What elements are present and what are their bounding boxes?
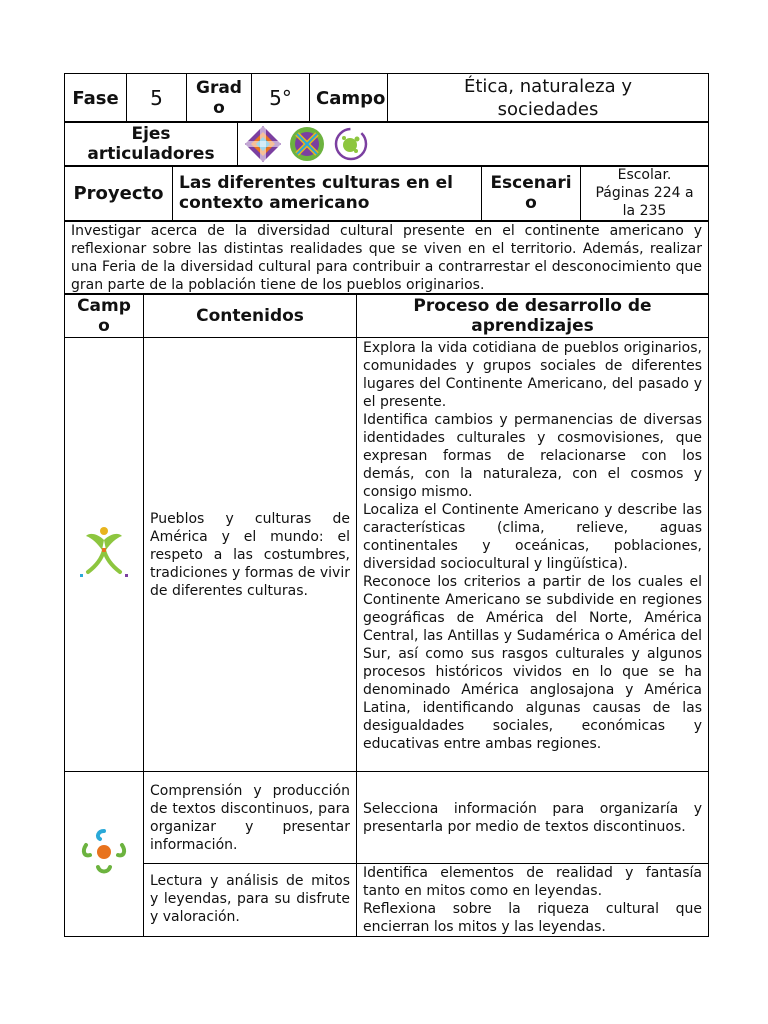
- proceso-item: Identifica cambios y permanencias de diversas identidades culturales y cosmovisiones, que expresan formas de relacionarse con los demás, con la naturaleza, con el cosmos y consigo mismo.: [363, 412, 702, 500]
- column-header-campo: Camp o: [65, 294, 144, 338]
- tree-figure-icon: [78, 526, 130, 580]
- campo-icon-cell: [65, 338, 144, 772]
- ejes-table: [64, 121, 709, 167]
- ejes-icons: [238, 122, 709, 167]
- campo-icon-cell: [65, 772, 144, 937]
- column-header-contenidos: Contenidos: [144, 294, 357, 338]
- grado-label: Grad o: [187, 74, 252, 123]
- proceso-item: Identifica elementos de realidad y fantasía tanto en mitos como en leyendas.: [363, 865, 702, 899]
- speech-swirl-icon: [78, 825, 130, 879]
- table-row: [65, 772, 709, 864]
- proceso-cell: Selecciona información para organizaría y presentarla por medio de textos discontinuos.: [357, 772, 709, 864]
- diamond-arrows-icon: [244, 125, 282, 163]
- proceso-item: Explora la vida cotidiana de pueblos originarios, comunidades y grupos sociales de diferentes lugares del Continente Americano, del pasado y el presente.: [363, 340, 702, 410]
- escenario-label: Escenari o: [482, 166, 581, 221]
- grado-value: 5°: [252, 74, 310, 123]
- campo-value: Ética, naturaleza y sociedades: [388, 74, 709, 123]
- proyecto-label: Proyecto: [65, 166, 173, 221]
- x-circle-icon: [288, 125, 326, 163]
- proceso-cell: [357, 864, 709, 937]
- fase-value: 5: [127, 74, 187, 123]
- description-table: [64, 221, 709, 295]
- splash-circle-icon: [332, 125, 370, 163]
- escenario-value: Escolar. Páginas 224 a la 235: [581, 166, 709, 221]
- proyecto-title: Las diferentes culturas en el contexto americano: [173, 166, 482, 221]
- ejes-label: Ejes articuladores: [65, 122, 238, 167]
- table-row: [65, 338, 709, 772]
- contenido-cell: Pueblos y culturas de América y el mundo: el respeto a las costumbres, tradiciones y formas de vivir de diferentes culturas.: [144, 338, 357, 772]
- contenido-cell: Lectura y análisis de mitos y leyendas, para su disfrute y valoración.: [144, 864, 357, 937]
- header-table: [64, 73, 709, 123]
- campo-label: Campo: [310, 74, 388, 123]
- project-description: Investigar acerca de la diversidad cultural presente en el continente americano y reflexionar sobre las distintas realidades que se viven en el territorio. Además, realizar una Feria de la diversidad cultural para contribuir a contrarrestar el desconocimiento que gran parte de la población tiene de los pueblos originarios.: [65, 222, 709, 295]
- table-row: [65, 864, 709, 937]
- contenido-cell: Comprensión y producción de textos discontinuos, para organizar y presentar información.: [144, 772, 357, 864]
- proyecto-table: [64, 165, 709, 221]
- proceso-item: Localiza el Continente Americano y describe las características (clima, relieve, aguas continentales y oceánicas, poblaciones, diversidad sociocultural y lingüística).: [363, 502, 702, 572]
- column-header-proceso: Proceso de desarrollo de aprendizajes: [357, 294, 709, 338]
- fase-label: Fase: [65, 74, 127, 123]
- content-table: [64, 293, 709, 937]
- proceso-item: Reconoce los criterios a partir de los cuales el Continente Americano se subdivide en regiones geográficas de América del Norte, América Central, las Antillas y Sudamérica o América del Sur, así como sus rasgos culturales y algunos procesos históricos vividos en lo que se ha denominado América anglosajona y América Latina, identificando algunas causas de las desigualdades sociales, económicas y educativas entre ambas regiones.: [363, 574, 702, 752]
- proceso-item: Reflexiona sobre la riqueza cultural que encierran los mitos y las leyendas.: [363, 901, 702, 935]
- proceso-cell: [357, 338, 709, 772]
